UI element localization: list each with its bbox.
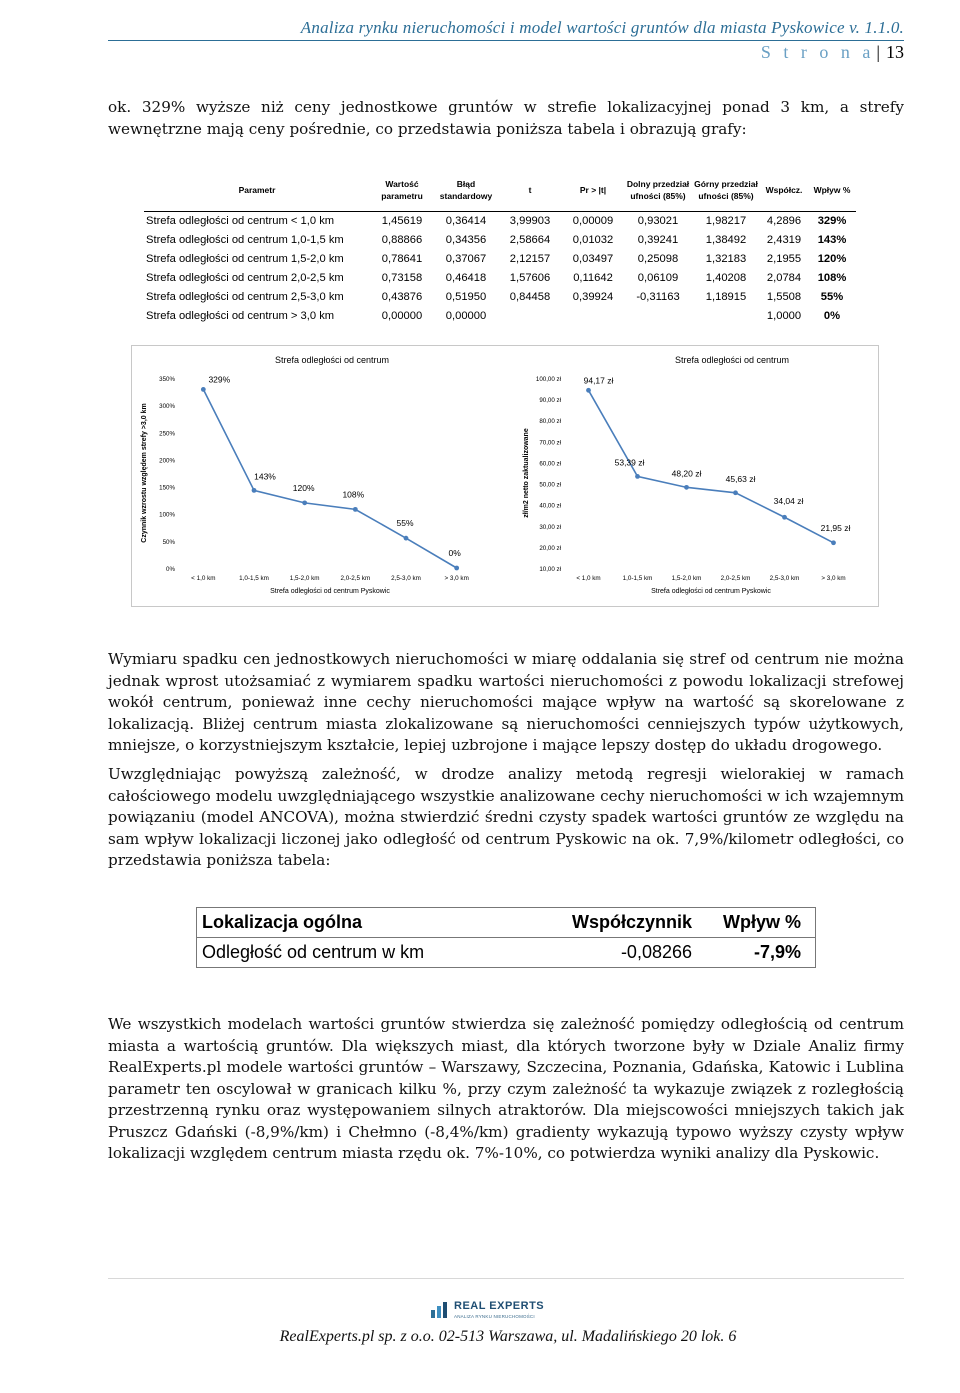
row-parameter-name: Strefa odległości od centrum 1,0-1,5 km	[146, 234, 344, 246]
table-cell: 0,03497	[572, 253, 614, 265]
data-point	[353, 507, 358, 512]
table-cell	[624, 307, 692, 326]
data-label: 120%	[292, 482, 315, 493]
table-cell: 0,37067	[445, 253, 487, 265]
table-cell: 4,2896	[766, 215, 802, 227]
charts-svg	[132, 346, 878, 606]
x-tick-label: 1,5-2,0 km	[671, 575, 702, 582]
location-table-header	[197, 908, 816, 938]
table-cell: 1,45619	[381, 215, 423, 227]
y-tick-label: 0%	[166, 566, 175, 573]
page-indicator	[761, 42, 904, 63]
table-cell: 1,57606	[509, 272, 551, 284]
x-tick-label: 2,0-2,5 km	[720, 575, 751, 582]
table-cell: 0,43876	[381, 291, 423, 303]
y-tick-label: 350%	[159, 376, 175, 383]
data-point	[454, 566, 459, 571]
intro-paragraph: ok. 329% wyższe niż ceny jednostkowe gruntów w strefie lokalizacyjnej ponad 3 km, a strefy wewnętrzne mają ceny pośrednie, co przedstawia poniższa tabela i obrazują grafy:	[108, 98, 904, 138]
table-cell: 1,18915	[705, 291, 747, 303]
y-tick-label: 80,00 zł	[539, 418, 561, 426]
y-tick-label: 90,00 zł	[539, 397, 561, 405]
y-tick-label: 60,00 zł	[539, 460, 561, 468]
y-tick-label: 150%	[159, 484, 175, 492]
location-table-row	[197, 938, 816, 968]
location-header-wspolczynnik: Współczynnik	[537, 908, 697, 938]
logo-mark-icon	[430, 1301, 448, 1319]
table-cell: 1,32183	[705, 253, 747, 265]
table-cell: 1,40208	[705, 272, 747, 284]
table-row	[144, 211, 856, 231]
regression-header-cell: Współcz.	[765, 184, 803, 195]
table-row	[144, 288, 856, 307]
paragraph-3: Uwzględniając powyższą zależność, w drodze analizy metodą regresji wielorakiej w ramach całościowego modelu uwzględniającego wszystkie analizowane cechy nieruchomości w ich wzajemnym powiązaniu (model ANCOVA), można stwierdzić średni czysty spadek wartości gruntów ze względu na sam wpływ lokalizacji liczonej jako odległość od centrum Pyskowic na ok. 7,9%/kilometr odległości, co przedstawia poniższa tabela:	[108, 765, 904, 869]
charts-panel	[131, 345, 879, 607]
data-label: 0%	[448, 548, 461, 558]
data-label: 94,17 zł	[583, 375, 614, 386]
table-cell: 0,78641	[381, 253, 423, 265]
x-tick-label: < 1,0 km	[576, 575, 601, 582]
data-label: 34,04 zł	[773, 496, 804, 507]
data-label: 329%	[208, 374, 231, 385]
document-title: Analiza rynku nieruchomości i model wartości gruntów dla miasta Pyskowice v. 1.1.0.	[300, 18, 904, 37]
y-tick-label: 50%	[162, 538, 175, 546]
table-cell: 0,39241	[637, 234, 679, 246]
table-cell: 1,98217	[705, 215, 747, 227]
table-row	[144, 269, 856, 288]
footer-divider	[108, 1278, 904, 1279]
table-cell: 0,00000	[381, 310, 423, 322]
table-cell: 1,38492	[705, 234, 747, 246]
table-cell: 2,1955	[766, 253, 802, 265]
data-label: 108%	[342, 489, 365, 500]
y-tick-label: 10,00 zł	[539, 566, 561, 573]
regression-header-cell: Pr > |t|	[579, 184, 607, 195]
data-point	[684, 485, 689, 490]
data-label: 45,63 zł	[725, 473, 756, 484]
table-cell: 3,99903	[509, 215, 551, 227]
table-cell: 0,00000	[445, 310, 487, 322]
row-parameter-name: Strefa odległości od centrum 2,5-3,0 km	[146, 291, 344, 303]
y-tick-label: 100,00 zł	[535, 376, 561, 383]
table-cell	[498, 307, 562, 326]
table-cell: -0,31163	[636, 291, 680, 303]
x-tick-label: < 1,0 km	[191, 575, 216, 582]
page-separator: |	[876, 42, 880, 62]
real-experts-logo	[430, 1298, 550, 1328]
table-cell: 0,46418	[445, 272, 487, 284]
table-cell: 0,93021	[637, 215, 679, 227]
data-label: 53,39 zł	[614, 457, 645, 468]
table-cell	[562, 307, 624, 326]
x-tick-label: 2,0-2,5 km	[340, 575, 371, 582]
regression-header-cell: Dolny przedział ufności (85%)	[626, 178, 690, 201]
data-label: 143%	[254, 471, 276, 482]
regression-header-cell: Wartość parametru	[381, 178, 423, 201]
row-parameter-name: Strefa odległości od centrum 2,0-2,5 km	[146, 272, 344, 284]
table-cell: 0,39924	[572, 291, 614, 303]
table-cell: 0,84458	[509, 291, 551, 303]
data-point	[404, 536, 409, 541]
row-parameter-name: Strefa odległości od centrum 1,5-2,0 km	[146, 253, 344, 265]
y-tick-label: 70,00 zł	[539, 439, 561, 447]
regression-header-cell: t	[528, 184, 532, 195]
y-tick-label: 200%	[159, 457, 175, 465]
row-parameter-name: Strefa odległości od centrum < 1,0 km	[146, 215, 335, 227]
table-cell: 0,11642	[573, 272, 613, 284]
location-header-lokalizacja: Lokalizacja ogólna	[197, 908, 538, 938]
table-cell	[692, 307, 760, 326]
location-cell-impact: -7,9%	[753, 942, 801, 962]
y-axis-label: Czynnik wzrostu względem strefy >3,0 km	[141, 403, 148, 543]
table-cell: 0,51950	[445, 291, 487, 303]
table-cell: 1,0000	[766, 310, 802, 322]
data-point	[252, 488, 257, 493]
table-cell: 143%	[817, 234, 847, 246]
x-tick-label: 1,0-1,5 km	[622, 575, 653, 582]
table-cell: 2,0784	[766, 272, 802, 284]
y-axis-label: zł/m2 netto zaktualizowane	[523, 428, 530, 518]
regression-table	[144, 169, 856, 326]
chart-title: Strefa odległości od centrum	[274, 355, 390, 365]
logo-name: REAL EXPERTS	[454, 1300, 545, 1312]
page-number: 13	[886, 42, 904, 62]
x-axis-label: Strefa odległości od centrum Pyskowic	[270, 588, 390, 595]
table-row	[144, 231, 856, 250]
x-tick-label: > 3,0 km	[821, 575, 846, 582]
data-label: 21,95 zł	[820, 522, 851, 533]
y-tick-label: 30,00 zł	[539, 523, 561, 531]
location-table	[196, 907, 816, 968]
location-header-wplyw: Wpływ %	[697, 908, 816, 938]
table-cell: 0%	[823, 310, 841, 322]
y-tick-label: 100%	[159, 511, 175, 519]
data-point	[635, 474, 640, 479]
table-cell: 108%	[817, 272, 847, 284]
table-cell: 120%	[817, 253, 847, 265]
paragraph-4: We wszystkich modelach wartości gruntów stwierdza się zależność pomiędzy odległością od centrum miasta a wartością gruntów. Dla większych miast, dla których tworzone były w Dziale Analiz firmy RealExperts.pl modele wartości gruntów – Warszawy, Szczecina, Poznania, Gdańska, Katowic i Lublina parametr ten oscylował w granicach kilku %, przy czym zależność ta wykazuje związek z rozległością przestrzenną rynku oraz występowaniem silnych atraktorów. Dla miejscowości mniejszych takich jak Pruszcz Gdański (-8,9%/km) i Chełmno (-8,4%/km) gradienty wykazują typowo wyższy czysty wpływ lokalizacji względem centrum miasta rzędu ok. 7%-10%, co potwierdza wyniki analizy dla Pyskowic.	[108, 1015, 904, 1162]
page-label: S t r o n a	[760, 42, 875, 62]
logo-tagline: ANALIZA RYNKU NIERUCHOMOŚCI	[454, 1314, 535, 1319]
y-tick-label: 20,00 zł	[539, 544, 561, 552]
regression-table-header	[144, 169, 856, 211]
footer-address: RealExperts.pl sp. z o.o. 02-513 Warszawa, ul. Madalińskiego 20 lok. 6	[279, 1328, 737, 1345]
paragraph-2: Wymiaru spadku cen jednostkowych nieruchomości w miarę oddalania się stref od centrum nie można jednak wprost utożsamiać z wymiarem spadku wartości nieruchomości z powodu lokalizacji strefowej wokół centrum, ponieważ inne cechy nieruchomości mające wpływ na wartość są skorelowane z lokalizacją. Bliżej centrum miasta zlokalizowane są nieruchomości cenniejszych typów użytkowych, mniejsze, o korzystniejszym kształcie, lepiej uzbrojone i mające lepszy dostęp do układu drogowego.	[108, 650, 904, 754]
data-point	[831, 540, 836, 545]
table-row	[144, 250, 856, 269]
table-cell: 2,4319	[766, 234, 802, 246]
table-cell: 0,88866	[381, 234, 423, 246]
data-label: 48,20 zł	[671, 468, 702, 479]
data-point	[586, 388, 591, 393]
x-tick-label: 1,5-2,0 km	[289, 575, 320, 582]
location-cell-coefficient: -0,08266	[620, 942, 692, 962]
table-cell: 2,12157	[509, 253, 551, 265]
x-axis-label: Strefa odległości od centrum Pyskowic	[651, 588, 771, 595]
y-tick-label: 40,00 zł	[539, 502, 561, 510]
table-cell: 0,73158	[381, 272, 423, 284]
table-cell: 0,36414	[445, 215, 487, 227]
table-cell: 55%	[820, 291, 844, 303]
row-parameter-name: Strefa odległości od centrum > 3,0 km	[146, 310, 335, 322]
data-point	[201, 387, 206, 392]
y-tick-label: 50,00 zł	[539, 481, 561, 489]
table-cell: 329%	[817, 215, 847, 227]
data-label: 55%	[396, 518, 414, 529]
table-cell: 0,06109	[637, 272, 679, 284]
header-divider	[108, 40, 904, 41]
regression-header-cell: Górny przedział ufności (85%)	[694, 178, 758, 201]
table-cell: 0,34356	[445, 234, 487, 246]
data-point	[302, 500, 307, 505]
regression-header-cell: Błąd standardowy	[439, 178, 493, 201]
data-point	[733, 490, 738, 495]
x-tick-label: 2,5-3,0 km	[391, 575, 421, 582]
y-tick-label: 300%	[159, 403, 175, 411]
data-point	[782, 515, 787, 520]
table-row	[144, 307, 856, 326]
x-tick-label: 1,0-1,5 km	[239, 575, 269, 582]
series-line	[203, 389, 456, 568]
x-tick-label: > 3,0 km	[444, 575, 469, 582]
regression-header-cell: Wpływ %	[813, 184, 851, 195]
x-tick-label: 2,5-3,0 km	[769, 575, 800, 582]
table-cell: 2,58664	[509, 234, 551, 246]
regression-header-cell: Parametr	[238, 184, 276, 195]
table-cell: 0,25098	[637, 253, 679, 265]
location-cell-name: Odległość od centrum w km	[202, 942, 425, 962]
y-tick-label: 250%	[159, 430, 175, 438]
table-cell: 0,00009	[572, 215, 614, 227]
table-cell: 0,01032	[572, 234, 614, 246]
chart-title: Strefa odległości od centrum	[674, 355, 790, 365]
table-cell: 1,5508	[766, 291, 802, 303]
